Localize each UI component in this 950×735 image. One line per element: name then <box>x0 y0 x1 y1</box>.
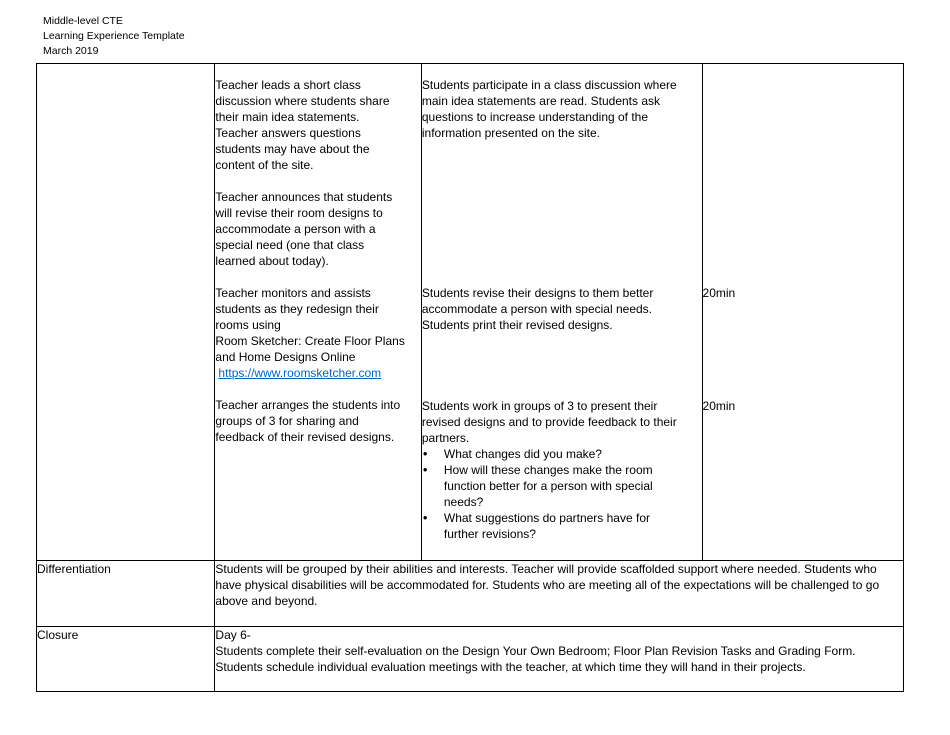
teacher-actions-cell <box>215 64 421 561</box>
roomsketcher-link[interactable]: https://www.roomsketcher.com <box>218 366 382 380</box>
student-step-1: Students participate in a class discussion where main idea statements are read. Students ask questions to increase understanding of the information presented on the site. <box>421 78 677 140</box>
list-item: • How will these changes make the room function better for a person with special needs? <box>444 462 702 510</box>
differentiation-row <box>37 561 904 627</box>
closure-text-cell <box>215 627 904 692</box>
time-share: 20min <box>702 399 736 413</box>
time-cell <box>702 64 903 561</box>
closure-row <box>37 627 904 692</box>
feedback-question-list <box>422 446 702 542</box>
closure-label: Closure <box>37 627 215 692</box>
student-step-3: Students work in groups of 3 to present their revised designs and to provide feedback to their partners. <box>421 399 677 445</box>
activities-row <box>37 64 904 561</box>
list-item: • What changes did you make? <box>444 446 702 462</box>
closure-line-1: Students complete their self-evaluation on the Design Your Own Bedroom; Floor Plan Revision Tasks and Grading Form. <box>215 644 856 658</box>
header-program: Middle-level CTE <box>43 15 123 27</box>
lesson-table <box>36 63 904 692</box>
time-revise: 20min <box>702 286 736 300</box>
closure-day: Day 6- <box>215 628 251 642</box>
differentiation-label: Differentiation <box>37 561 215 627</box>
teacher-step-4: Teacher arranges the students into groups of 3 for sharing and feedback of their revised designs. <box>215 398 401 444</box>
student-step-2: Students revise their designs to them better accommodate a person with special needs. Students print their revised designs. <box>421 286 654 332</box>
list-item: • What suggestions do partners have for further revisions? <box>444 510 702 542</box>
header-date: March 2019 <box>43 45 99 57</box>
student-actions-cell <box>421 64 702 561</box>
teacher-step-1: Teacher leads a short class discussion where students share their main idea statements. Teacher answers questions students may have about the content of the site. <box>215 78 390 172</box>
teacher-step-3: Teacher monitors and assists students as they redesign their rooms using Room Sketcher: Create Floor Plans and Home Designs Online <box>215 286 405 364</box>
teacher-step-2: Teacher announces that students will revise their room designs to accommodate a person with a special need (one that class learned about today). <box>215 190 393 268</box>
document-header <box>43 14 185 59</box>
closure-line-2: Students schedule individual evaluation meetings with the teacher, at which time they will hand in their projects. <box>215 660 806 674</box>
differentiation-text: Students will be grouped by their abilities and interests. Teacher will provide scaffolded support where needed. Students who have physical disabilities will be accommodated for. Students who are meeting all of the expectations will be challenged to go above and beyond. <box>215 561 904 627</box>
section-label-cell <box>37 64 215 561</box>
header-template-name: Learning Experience Template <box>43 30 185 42</box>
